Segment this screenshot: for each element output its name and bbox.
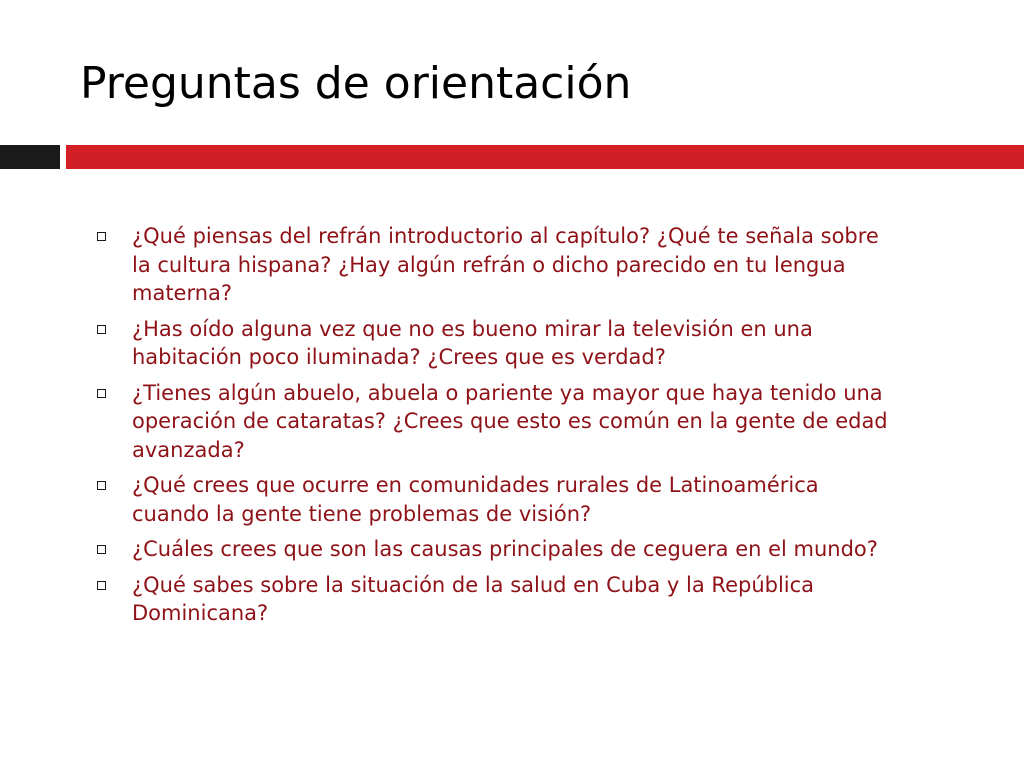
hollow-square-bullet-icon bbox=[97, 481, 106, 490]
hollow-square-bullet-icon bbox=[97, 325, 106, 334]
bullet-text: ¿Cuáles crees que son las causas principales de ceguera en el mundo? bbox=[132, 537, 878, 561]
bullet-text: ¿Has oído alguna vez que no es bueno mirar la televisión en una habitación poco iluminada? ¿Crees que es verdad? bbox=[132, 316, 813, 369]
bullet-text: ¿Qué crees que ocurre en comunidades rurales de Latinoamérica cuando la gente tiene problemas de visión? bbox=[132, 473, 819, 526]
slide-title: Preguntas de orientación bbox=[80, 58, 632, 109]
list-item bbox=[97, 471, 897, 528]
bullet-text: ¿Tienes algún abuelo, abuela o pariente ya mayor que haya tenido una operación de cataratas? ¿Crees que esto es común en la gente de edad avanzada? bbox=[132, 380, 888, 462]
bullet-list bbox=[97, 222, 897, 635]
bullet-text: ¿Qué sabes sobre la situación de la salud en Cuba y la República Dominicana? bbox=[132, 572, 815, 625]
hollow-square-bullet-icon bbox=[97, 545, 106, 554]
list-item bbox=[97, 222, 897, 308]
title-divider-dark-segment bbox=[0, 145, 60, 169]
hollow-square-bullet-icon bbox=[97, 389, 106, 398]
list-item bbox=[97, 315, 897, 372]
list-item bbox=[97, 379, 897, 465]
hollow-square-bullet-icon bbox=[97, 581, 106, 590]
list-item bbox=[97, 535, 897, 564]
list-item bbox=[97, 571, 897, 628]
title-divider-red-bar bbox=[66, 145, 1024, 169]
bullet-text: ¿Qué piensas del refrán introductorio al capítulo? ¿Qué te señala sobre la cultura hispana? ¿Hay algún refrán o dicho parecido en tu lengua materna? bbox=[132, 224, 879, 305]
hollow-square-bullet-icon bbox=[97, 232, 106, 241]
